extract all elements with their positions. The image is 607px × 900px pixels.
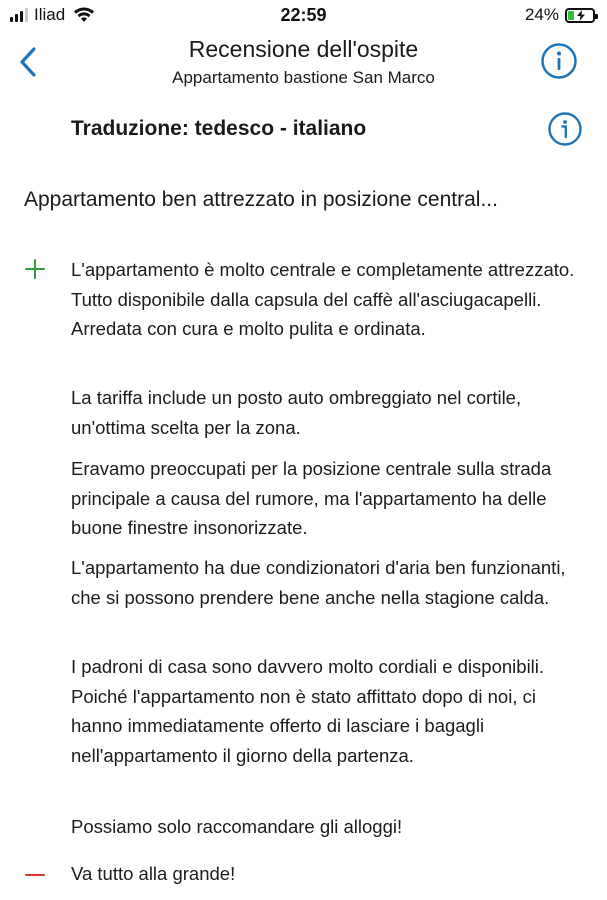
pros-paragraph-2: La tariffa include un posto auto ombreggiato nel cortile, un'ottima scelta per la zona. <box>71 387 522 438</box>
minus-icon <box>24 864 46 886</box>
status-right <box>525 5 595 25</box>
battery-percent: 24% <box>524 5 559 24</box>
translation-label: Traduzione: tedesco - italiano <box>71 117 367 140</box>
battery-fill <box>568 11 574 20</box>
carrier-name: Iliad <box>34 5 66 24</box>
review-title: Appartamento ben attrezzato in posizione central... <box>24 188 498 211</box>
battery-icon <box>565 8 595 23</box>
info-icon <box>540 42 578 80</box>
info-icon <box>547 111 583 147</box>
cons-paragraph: Va tutto alla grande! <box>71 863 236 884</box>
pros-paragraph-1: L'appartamento è molto centrale e completamente attrezzato. Tutto disponibile dalla capsula del caffè all'asciugacapelli. Arredata con cura e molto pulita e ordinata. <box>71 259 575 339</box>
page-subtitle: Appartamento bastione San Marco <box>172 68 435 87</box>
pros-paragraph-5: I padroni di casa sono davvero molto cordiali e disponibili. Poiché l'appartamento non è stato affittato dopo di noi, ci hanno immediatamente offerto di lasciare i bagagli nell'appartamento il giorno della partenza. <box>71 656 545 766</box>
translation-info-button[interactable] <box>547 111 583 147</box>
pros-paragraph-3: Eravamo preoccupati per la posizione centrale sulla strada principale a causa del rumore, ma l'appartamento ha delle buone finestre insonorizzate. <box>71 458 552 538</box>
clock: 22:59 <box>280 5 327 25</box>
plus-icon <box>24 258 46 280</box>
pros-paragraph-4: L'appartamento ha due condizionatori d'aria ben funzionanti, che si possono prendere bene anche nella stagione calda. <box>71 557 566 608</box>
header-info-button[interactable] <box>540 42 578 80</box>
charging-bolt-icon <box>576 10 586 21</box>
pros-paragraph-6: Possiamo solo raccomandare gli alloggi! <box>71 816 403 837</box>
status-bar <box>0 0 607 32</box>
page-title: Recensione dell'ospite <box>188 36 419 62</box>
